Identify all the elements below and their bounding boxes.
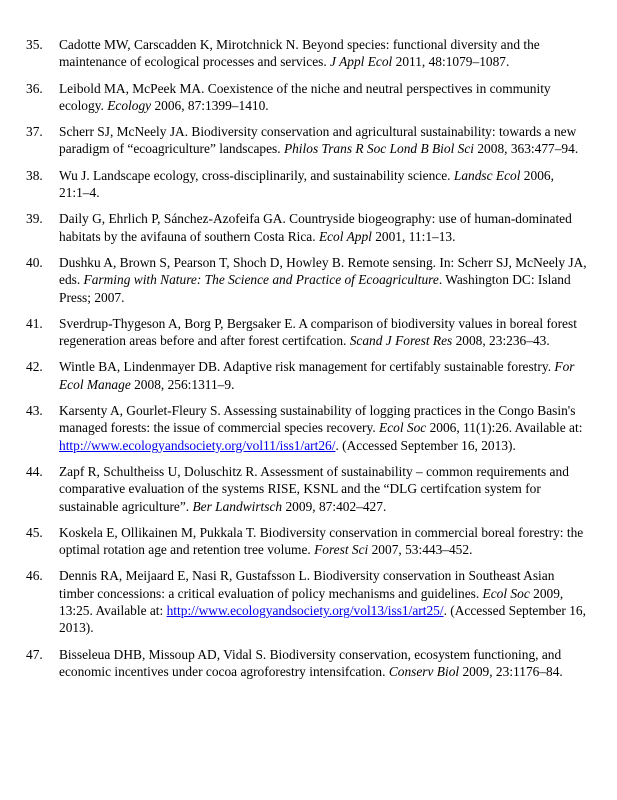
reference-number-text: 47. [26,646,43,662]
reference-item [0,524,617,559]
reference-text [59,167,587,202]
reference-number-text: 40. [26,254,43,270]
reference-number [26,80,52,97]
reference-text-segment: Sverdrup-Thygeson A, Borg P, Bergsaker E. A comparison of biodiversity values in boreal forest regeneration areas before and after forest certifcation. [59,315,577,349]
reference-text-segment: Daily G, Ehrlich P, Sánchez-Azofeifa GA. Countryside biogeography: use of human-dominated habitats by the avifauna of southern Costa Rica. [59,211,572,244]
reference-text-segment: 2008, 256:1311–9. [130,376,235,392]
reference-number-text: 36. [26,80,43,96]
reference-list [0,36,617,689]
reference-text-segment: Karsenty A, Gourlet-Fleury S. Assessing sustainability of logging practices in the Congo Basin's managed forests: the issue of commercial species recovery. [59,403,576,436]
reference-text [59,463,587,515]
reference-text-segment: 2011, 48:1079–1087. [392,54,510,70]
reference-text-segment: Dennis RA, Meijaard E, Nasi R, Gustafsson L. Biodiversity conservation in Southeast Asian timber concessions: a critical evaluation of policy mechanisms and guidelines. [59,568,555,601]
reference-number-text: 41. [26,315,43,331]
reference-number [26,36,52,53]
journal-title: For Ecol Manage [59,359,575,392]
reference-text-segment: 2008, 363:477–94. [474,141,579,157]
reference-item [0,167,617,202]
reference-text [59,210,587,245]
reference-text-segment: Bisseleua DHB, Missoup AD, Vidal S. Biodiversity conservation, ecosystem functioning, and economic incentives under cocoa agroforestry intensifcation. [59,646,562,679]
reference-text-segment: . (Accessed September 16, 2013). [335,437,516,453]
reference-item [0,358,617,393]
reference-number-text: 35. [26,37,43,52]
journal-title: Scand J Forest Res [349,333,453,349]
reference-item [0,210,617,245]
reference-number [26,463,52,480]
reference-text-segment: . (Accessed September 16, 2013). [59,603,586,636]
reference-number [26,524,52,541]
journal-title: Philos Trans R Soc Lond B Biol Sci [283,141,475,157]
reference-text-segment: Scherr SJ, McNeely JA. Biodiversity conservation and agricultural sustainability: towards a new paradigm of “ecoagriculture” landscapes. [59,124,577,157]
reference-text-segment: 2001, 11:1–13. [371,228,456,244]
journal-title: Ber Landwirtsch [192,498,283,514]
reference-text-segment: Zapf R, Schultheiss U, Doluschitz R. Assessment of sustainability – common requirements and comparative evaluation of the systems RISE, KSNL and the “DLG certifcation system for sustainable agriculture”. [59,463,569,514]
reference-text-segment: Leibold MA, McPeek MA. Coexistence of the niche and neutral perspectives in community ecology. [59,80,551,113]
reference-text [59,646,587,681]
journal-title: J Appl Ecol [330,54,393,70]
reference-url-link[interactable]: http://www.ecologyandsociety.org/vol11/iss1/art26/ [59,437,336,453]
reference-number-text: 44. [26,463,43,479]
journal-title: Conserv Biol [388,663,460,679]
reference-text-segment: 2006, 87:1399–1410. [151,97,269,113]
reference-item [0,315,617,350]
journal-title: Ecology [107,97,152,113]
reference-item [0,646,617,681]
reference-number [26,567,52,584]
reference-text-segment: 2007, 53:443–452. [368,542,473,558]
journal-title: Landsc Ecol [453,167,521,183]
reference-text-segment: Wu J. Landscape ecology, cross-disciplinarily, and sustainability science. [59,167,454,183]
journal-title: Farming with Nature: The Science and Practice of Ecoagriculture [83,272,439,288]
reference-text [59,254,587,306]
reference-text [59,524,587,559]
reference-text-segment: 2006, 21:1–4. [59,167,554,201]
reference-text-segment: 2008, 23:236–43. [452,333,550,349]
reference-number-text: 42. [26,359,43,375]
reference-number [26,402,52,419]
reference-text-segment: 2009, 87:402–427. [282,498,387,514]
reference-text [59,80,587,115]
reference-text [59,358,587,393]
reference-number-text: 45. [26,524,43,540]
reference-number-text: 38. [26,167,43,183]
reference-text [59,36,587,71]
reference-url-link[interactable]: http://www.ecologyandsociety.org/vol13/iss1/art25/ [166,603,444,619]
reference-text [59,402,587,454]
reference-text-segment: 2006, 11(1):26. Available at: [426,420,583,436]
reference-text [59,123,587,158]
journal-title: Forest Sci [314,542,369,558]
reference-number-text: 46. [26,568,43,584]
journal-title: Ecol Soc [482,585,530,601]
reference-text-segment: Koskela E, Ollikainen M, Pukkala T. Biodiversity conservation in commercial boreal forestry: the optimal rotation age and retention tree volume. [59,524,584,558]
reference-number [26,315,52,332]
reference-text-segment: Wintle BA, Lindenmayer DB. Adaptive risk management for certifably sustainable forestry. [59,359,555,375]
reference-item [0,36,617,71]
reference-number-text: 39. [26,211,43,227]
reference-text-segment: Cadotte MW, Carscadden K, Mirotchnick N. Beyond species: functional diversity and the maintenance of ecological processes and services. [59,37,540,70]
reference-number-text: 43. [26,403,43,419]
reference-number [26,254,52,271]
reference-text [59,567,587,636]
reference-text [59,315,587,350]
reference-text-segment: . Washington DC: Island Press; 2007. [59,272,571,305]
reference-number-text: 37. [26,124,43,140]
reference-number [26,358,52,375]
reference-text-segment: Dushku A, Brown S, Pearson T, Shoch D, Howley B. Remote sensing. In: Scherr SJ, McNeely JA, eds. [59,254,587,288]
reference-number [26,123,52,140]
reference-item [0,123,617,158]
reference-item [0,402,617,454]
reference-number [26,646,52,663]
reference-number [26,210,52,227]
reference-number [26,167,52,184]
reference-item [0,567,617,636]
journal-title: Ecol Soc [379,420,427,436]
journal-title: Ecol Appl [318,228,372,244]
reference-item [0,80,617,115]
reference-item [0,463,617,515]
reference-text-segment: 2009, 23:1176–84. [459,663,563,679]
reference-item [0,254,617,306]
reference-text-segment: 2009, 13:25. Available at: [59,585,564,619]
